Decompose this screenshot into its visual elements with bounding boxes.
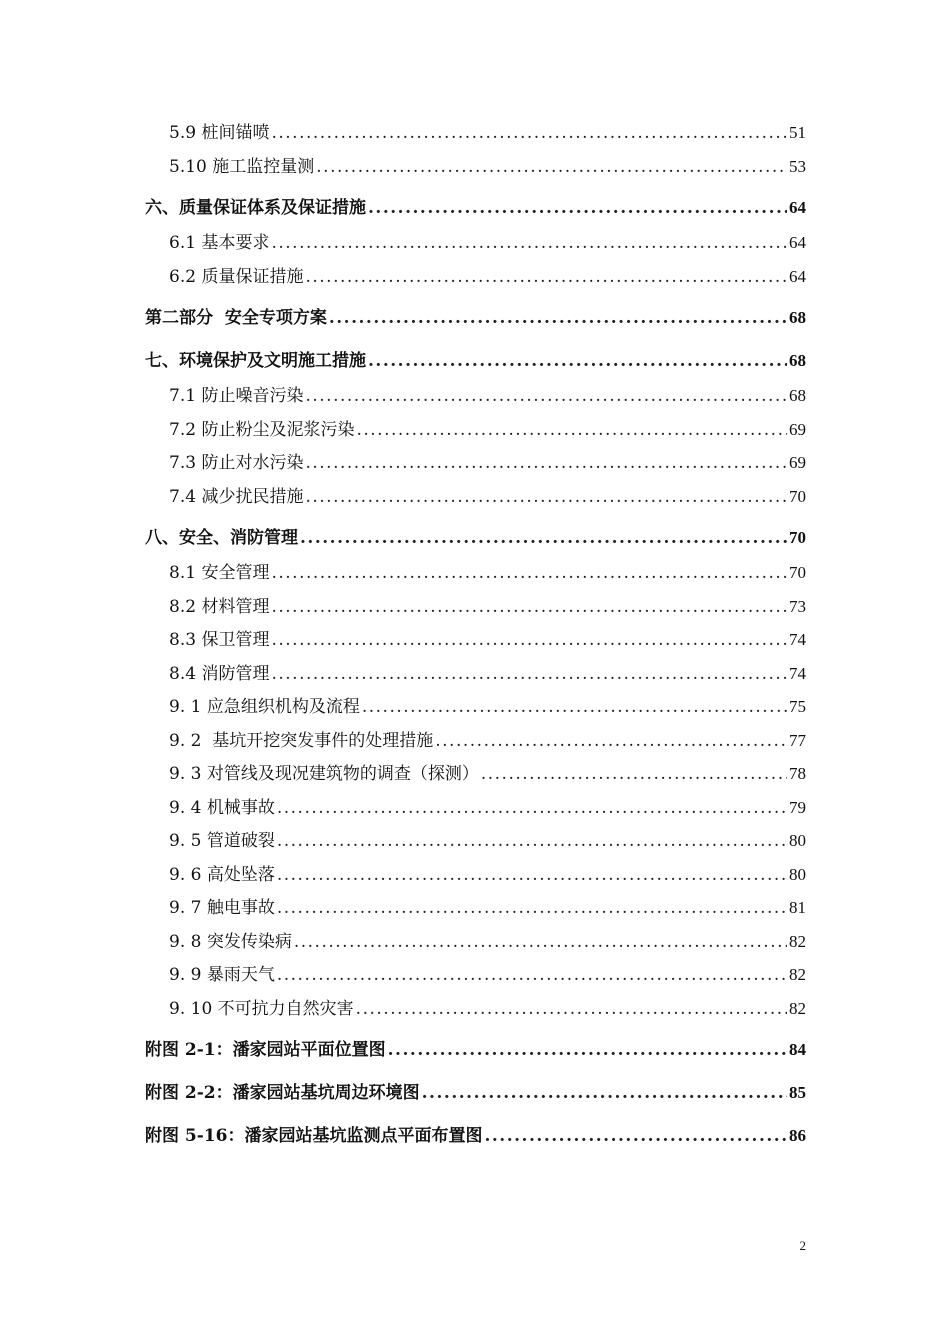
toc-section-heading[interactable] (145, 1070, 806, 1113)
toc-entry-page: 64 (789, 198, 806, 217)
toc-entry-title: 6.1 基本要求 (169, 228, 271, 253)
toc-entry[interactable] (145, 927, 806, 961)
toc-entry[interactable] (145, 692, 806, 726)
dot-leader (277, 831, 787, 851)
toc-section-heading[interactable] (145, 1027, 806, 1070)
dot-leader (305, 453, 787, 473)
toc-entry-page: 68 (789, 308, 806, 327)
toc-entry-title: 7.2 防止粉尘及泥浆污染 (169, 415, 356, 440)
toc-entry-page: 75 (789, 697, 806, 716)
toc-entry-title: 5.10 施工监控量测 (169, 152, 316, 177)
toc-entry-title: 9. 10 不可抗力自然灾害 (169, 994, 356, 1019)
toc-entry[interactable] (145, 152, 806, 186)
toc-entry-title: 6.2 质量保证措施 (169, 262, 305, 287)
toc-entry-title: 六、质量保证体系及保证措施 (145, 193, 368, 218)
toc-entry-title: 9. 4 机械事故 (169, 793, 277, 818)
dot-leader (277, 865, 787, 885)
toc-entry[interactable] (145, 625, 806, 659)
toc-entry-title: 5.9 桩间锚喷 (169, 118, 271, 143)
dot-leader (368, 351, 787, 371)
toc-entry[interactable] (145, 960, 806, 994)
dot-leader (316, 157, 787, 177)
toc-entry-page: 70 (789, 563, 806, 582)
dot-leader (271, 123, 787, 143)
toc-entry-page: 79 (789, 797, 806, 817)
toc-entry[interactable] (145, 448, 806, 482)
dot-leader (277, 965, 787, 985)
toc-entry-title: 9. 6 高处坠落 (169, 860, 277, 885)
toc-entry-title: 附图 5-16：潘家园站基坑监测点平面布置图 (145, 1121, 484, 1146)
toc-entry-page: 74 (789, 630, 806, 649)
toc-entry-page: 70 (789, 528, 806, 547)
toc-entry-page: 68 (789, 351, 806, 370)
toc-entry-page: 74 (789, 663, 806, 683)
toc-entry-title: 7.3 防止对水污染 (169, 448, 305, 473)
toc-entry-title: 8.4 消防管理 (169, 659, 271, 684)
toc-entry-title: 第二部分 安全专项方案 (145, 303, 329, 328)
dot-leader (271, 597, 787, 617)
dot-leader (271, 630, 787, 650)
toc-entry-title: 9. 3 对管线及现况建筑物的调查（探测） (169, 759, 481, 784)
toc-entry-page: 73 (789, 596, 806, 616)
toc-entry-page: 85 (789, 1083, 806, 1102)
toc-entry-title: 9. 9 暴雨天气 (169, 960, 277, 985)
dot-leader (388, 1040, 787, 1060)
toc-entry-title: 7.1 防止噪音污染 (169, 381, 305, 406)
toc-entry[interactable] (145, 826, 806, 860)
dot-leader (484, 1126, 787, 1146)
dot-leader (294, 932, 787, 952)
toc-entry-title: 8.2 材料管理 (169, 592, 271, 617)
toc-entry-title: 9. 8 突发传染病 (169, 927, 294, 952)
toc-entry-page: 77 (789, 730, 806, 750)
toc-entry-page: 82 (789, 931, 806, 951)
toc-entry-title: 9. 2 基坑开挖突发事件的处理措施 (169, 726, 435, 751)
toc-entry-page: 69 (789, 453, 806, 472)
dot-leader (356, 420, 787, 440)
toc-entry[interactable] (145, 994, 806, 1028)
dot-leader (277, 898, 787, 918)
toc-entry-page: 69 (789, 419, 806, 439)
toc-entry-page: 64 (789, 233, 806, 252)
toc-entry-title: 七、环境保护及文明施工措施 (145, 346, 368, 371)
toc-entry-page: 86 (789, 1126, 806, 1145)
toc-entry[interactable] (145, 759, 806, 793)
toc-entry[interactable] (145, 228, 806, 262)
table-of-contents (145, 118, 806, 1156)
toc-entry[interactable] (145, 793, 806, 827)
toc-entry[interactable] (145, 415, 806, 449)
dot-leader (422, 1083, 787, 1103)
page-number: 2 (799, 1238, 806, 1253)
toc-entry-page: 51 (789, 123, 806, 142)
toc-entry-title: 八、安全、消防管理 (145, 523, 300, 548)
dot-leader (368, 198, 787, 218)
dot-leader (277, 798, 787, 818)
dot-leader (271, 563, 787, 583)
dot-leader (271, 233, 787, 253)
dot-leader (305, 386, 787, 406)
toc-entry-page: 70 (789, 486, 806, 506)
toc-entry[interactable] (145, 893, 806, 927)
toc-entry-page: 82 (789, 965, 806, 984)
toc-entry-page: 53 (789, 156, 806, 176)
toc-section-heading[interactable] (145, 295, 806, 338)
toc-entry-page: 64 (789, 266, 806, 286)
toc-entry-page: 68 (789, 386, 806, 405)
toc-section-heading[interactable] (145, 338, 806, 381)
toc-entry[interactable] (145, 659, 806, 693)
dot-leader (356, 999, 787, 1019)
toc-section-heading[interactable] (145, 515, 806, 558)
toc-entry[interactable] (145, 558, 806, 592)
toc-entry[interactable] (145, 381, 806, 415)
dot-leader (329, 308, 787, 328)
dot-leader (362, 697, 787, 717)
dot-leader (305, 487, 787, 507)
toc-entry[interactable] (145, 262, 806, 296)
toc-entry[interactable] (145, 118, 806, 152)
dot-leader (300, 528, 787, 548)
toc-entry-title: 7.4 减少扰民措施 (169, 482, 305, 507)
toc-entry-title: 附图 2-1：潘家园站平面位置图 (145, 1035, 388, 1060)
toc-entry-page: 82 (789, 998, 806, 1018)
toc-entry-page: 81 (789, 898, 806, 917)
toc-section-heading[interactable] (145, 1113, 806, 1156)
dot-leader (271, 664, 787, 684)
toc-entry-title: 附图 2-2：潘家园站基坑周边环境图 (145, 1078, 422, 1103)
toc-entry[interactable] (145, 860, 806, 894)
toc-entry-title: 9. 1 应急组织机构及流程 (169, 692, 362, 717)
toc-entry-title: 8.1 安全管理 (169, 558, 271, 583)
toc-entry-page: 84 (789, 1040, 806, 1059)
toc-entry[interactable] (145, 592, 806, 626)
dot-leader (435, 731, 787, 751)
toc-entry[interactable] (145, 482, 806, 516)
toc-entry-page: 80 (789, 864, 806, 884)
toc-entry-title: 8.3 保卫管理 (169, 625, 271, 650)
toc-section-heading[interactable] (145, 185, 806, 228)
toc-entry-page: 80 (789, 831, 806, 850)
dot-leader (305, 267, 787, 287)
toc-entry[interactable] (145, 726, 806, 760)
toc-entry-title: 9. 7 触电事故 (169, 893, 277, 918)
toc-entry-title: 9. 5 管道破裂 (169, 826, 277, 851)
toc-entry-page: 78 (789, 764, 806, 783)
dot-leader (481, 764, 787, 784)
